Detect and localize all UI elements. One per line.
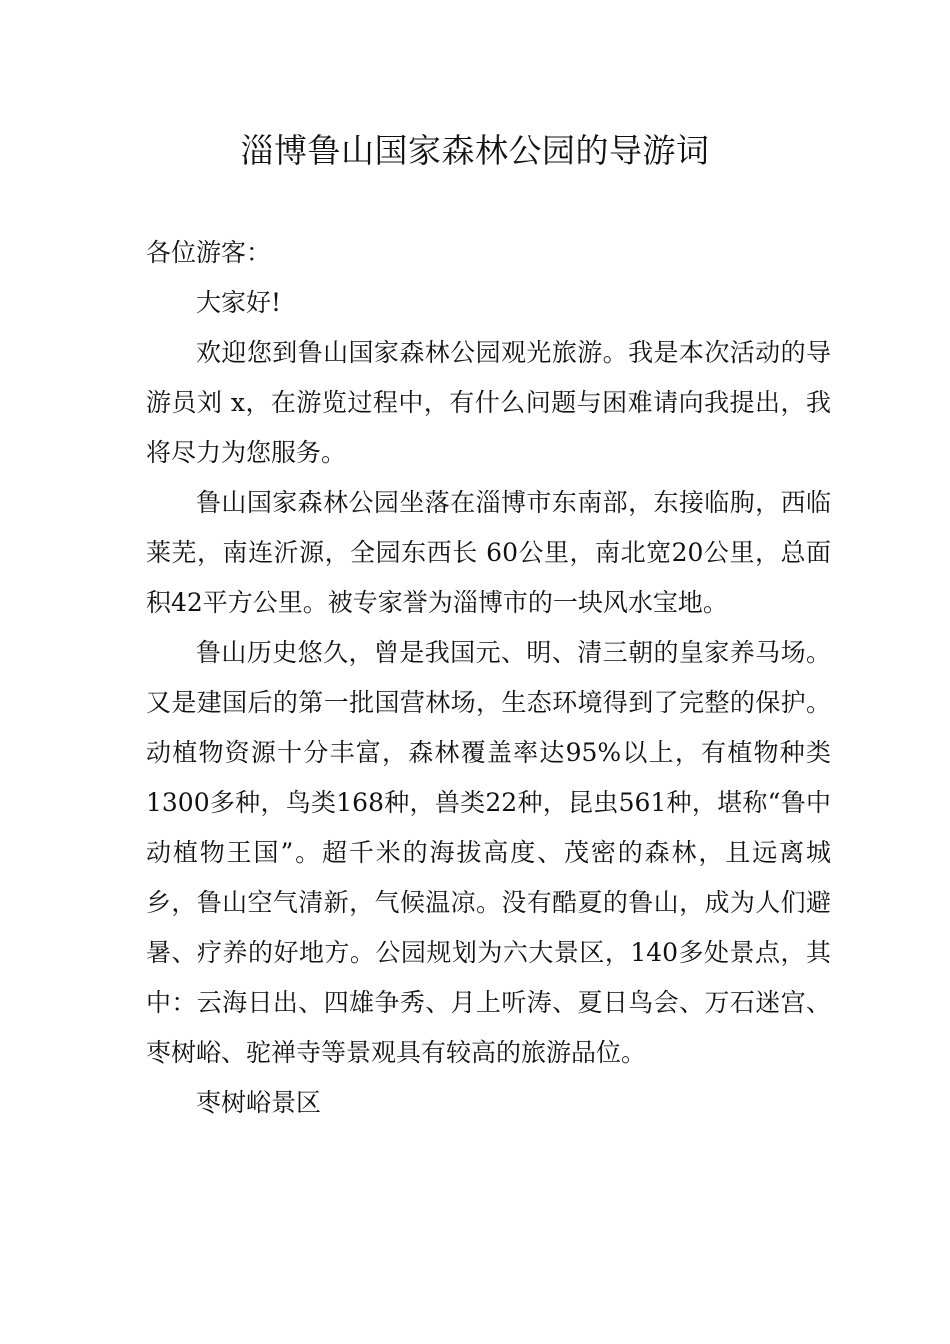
document-body <box>146 228 831 1128</box>
salutation: 各位游客： <box>146 238 272 267</box>
document-title: 淄博鲁山国家森林公园的导游词 <box>240 131 710 170</box>
greeting: 大家好! <box>196 288 282 317</box>
section-heading: 枣树峪景区 <box>196 1088 322 1117</box>
paragraph-history: 鲁山历史悠久，曾是我国元、明、清三朝的皇家养马场。又是建国后的第一批国营林场，生态环境得到了完整的保护。动植物资源十分丰富，森林覆盖率达95%以上，有植物种类1300多种，鸟类168种，兽类22种，昆虫561种，堪称“鲁中动植物王国”。超千米的海拔高度、茂密的森林，且远离城乡，鲁山空气清新，气候温凉。没有酷夏的鲁山，成为人们避暑、疗养的好地方。公园规划为六大景区，140多处景点，其中：云海日出、四雄争秀、月上听涛、夏日鸟会、万石迷宫、枣树峪、驼禅寺等景观具有较高的旅游品位。 <box>146 638 831 1067</box>
paragraph-location: 鲁山国家森林公园坐落在淄博市东南部，东接临朐，西临莱芜，南连沂源，全园东西长 60公里，南北宽20公里，总面积42平方公里。被专家誉为淄博市的一块风水宝地。 <box>146 488 831 617</box>
paragraph-welcome: 欢迎您到鲁山国家森林公园观光旅游。我是本次活动的导游员刘 x，在游览过程中，有什么问题与困难请向我提出，我将尽力为您服务。 <box>146 338 831 467</box>
